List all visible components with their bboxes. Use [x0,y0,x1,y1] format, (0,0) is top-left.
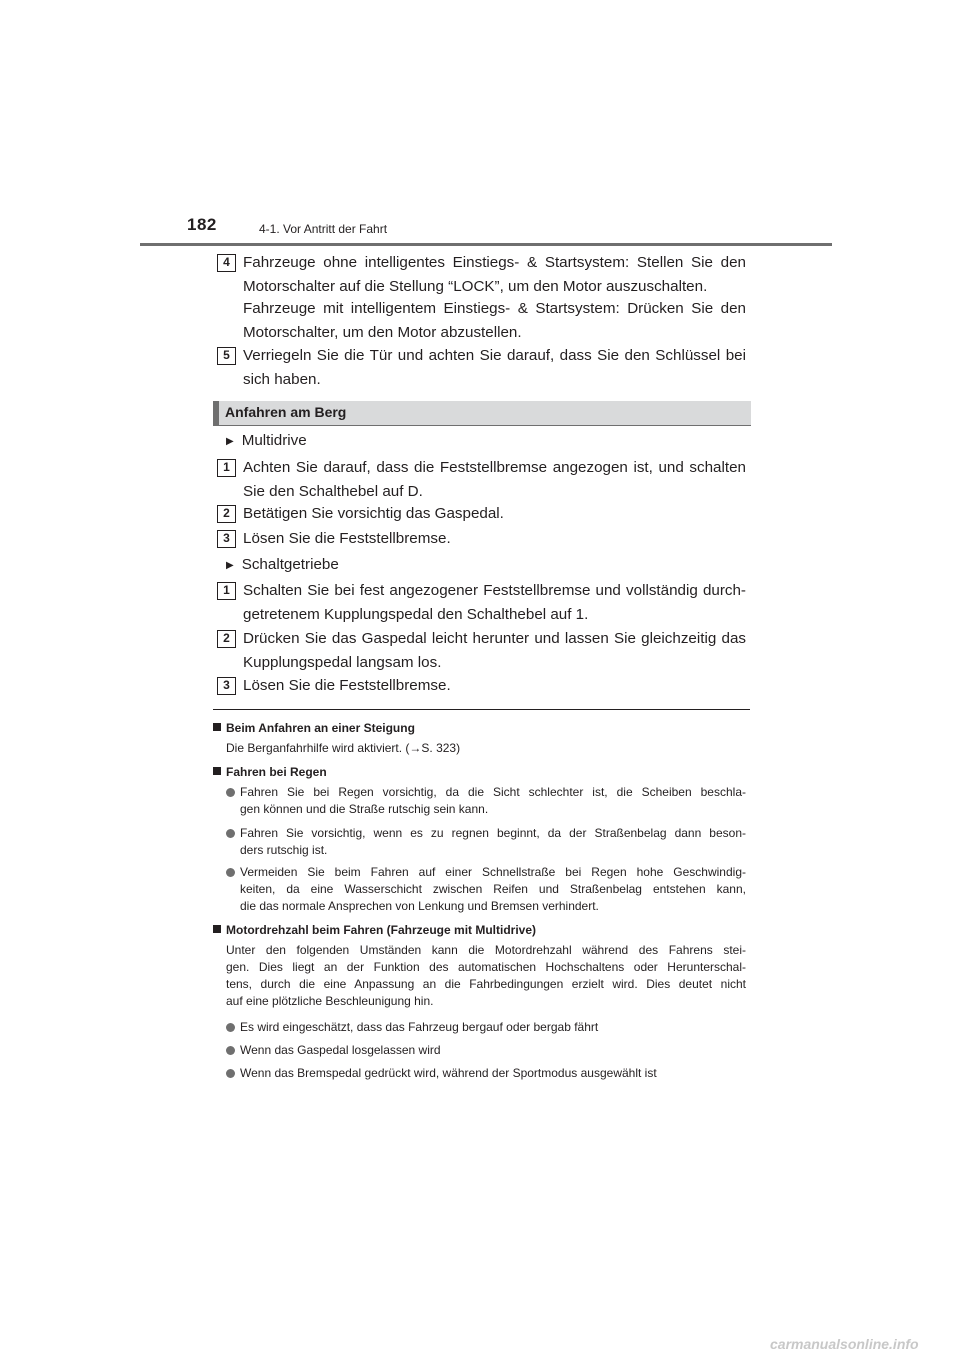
note-bullet: Vermeiden Sie beim Fahren auf einer Schnellstraße bei Regen hohe Geschwindig- keiten, da eine Wasserschicht zwischen Reifen und Straßenbelag entstehen kann, die das normale Ansprechen von Lenkung und Bremsen verhindert. [226,864,746,915]
note-bullet: Wenn das Bremspedal gedrückt wird, während der Sportmodus ausgewählt ist [226,1065,746,1082]
section-heading [213,401,751,426]
note-paragraph: Unter den folgenden Umständen kann die Motordrehzahl während des Fahrens stei- gen. Dies liegt an der Funktion des automatischen Hochschaltens oder Herunterschal- tens, durch die eine Anpassung an die Fahrbedingungen erzielt wird. Dies deutet nicht auf eine plötzliche Beschleunigung hin. [226,943,746,1008]
step-text-continued: Fahrzeuge mit intelligentem Einstiegs- & Startsystem: Drücken Sie den Motorschalter, um den Motor abzustellen. [243,300,746,341]
square-bullet-icon [213,723,221,731]
square-bullet-icon [213,767,221,775]
round-bullet-icon [226,1023,235,1032]
step-number: 5 [217,347,236,365]
step-number: 1 [217,459,236,477]
watermark: carmanualsonline.info [770,1336,919,1352]
section-heading-bar [213,401,219,425]
arrow-right-icon: ▶ [226,436,234,447]
step-number: 2 [217,630,236,648]
note-heading: Beim Anfahren an einer Steigung [213,720,415,736]
section-breadcrumb: 4-1. Vor Antritt der Fahrt [259,222,388,236]
round-bullet-icon [226,788,235,797]
round-bullet-icon [226,829,235,838]
note-bullet: Fahren Sie bei Regen vorsichtig, da die Sicht schlechter ist, die Scheiben beschla- gen können und die Straße rutschig sein kann. [226,784,746,818]
round-bullet-icon [226,1069,235,1078]
note-bullet: Wenn das Gaspedal losgelassen wird [226,1042,746,1059]
note-bullet: Es wird eingeschätzt, dass das Fahrzeug bergauf oder bergab fährt [226,1019,746,1036]
step-text: Lösen Sie die Feststellbremse. [243,530,451,547]
step-text: Verriegeln Sie die Tür und achten Sie darauf, dass Sie den Schlüssel bei sich haben. [243,347,746,388]
step-text: Fahrzeuge ohne intelligentes Einstiegs- & Startsystem: Stellen Sie den Motorschalter auf die Stellung “LOCK”, um den Motor auszuschalten. [243,254,746,295]
step-text: Schalten Sie bei fest angezogener Feststellbremse und vollständig durch- getretenem Kupplungspedal den Schalthebel auf 1. [243,582,746,623]
step-number: 3 [217,677,236,695]
step-text: Achten Sie darauf, dass die Feststellbremse angezogen ist, und schalten Sie den Schalthebel auf D. [243,459,746,500]
subsection-label: ▶ Schaltgetriebe [226,556,339,573]
step-number: 2 [217,505,236,523]
note-heading: Fahren bei Regen [213,764,327,780]
section-heading-title: Anfahren am Berg [225,404,347,420]
round-bullet-icon [226,1046,235,1055]
step-number: 4 [217,254,236,272]
note-text: Die Berganfahrhilfe wird aktiviert. (→S. 323) [226,741,461,755]
notes-divider [213,709,750,710]
page-number: 182 [187,215,217,234]
header-rule [140,243,832,246]
arrow-right-icon: ▶ [226,560,234,571]
step-text: Drücken Sie das Gaspedal leicht herunter und lassen Sie gleichzeitig das Kupplungspedal langsam los. [243,630,746,671]
step-text: Lösen Sie die Feststellbremse. [243,677,451,694]
note-heading: Motordrehzahl beim Fahren (Fahrzeuge mit Multidrive) [213,922,536,938]
step-number: 3 [217,530,236,548]
round-bullet-icon [226,868,235,877]
step-number: 1 [217,582,236,600]
subsection-label: ▶ Multidrive [226,432,307,449]
note-bullet: Fahren Sie vorsichtig, wenn es zu regnen beginnt, da der Straßenbelag dann beson- ders rutschig ist. [226,825,746,859]
square-bullet-icon [213,925,221,933]
step-text: Betätigen Sie vorsichtig das Gaspedal. [243,505,504,522]
